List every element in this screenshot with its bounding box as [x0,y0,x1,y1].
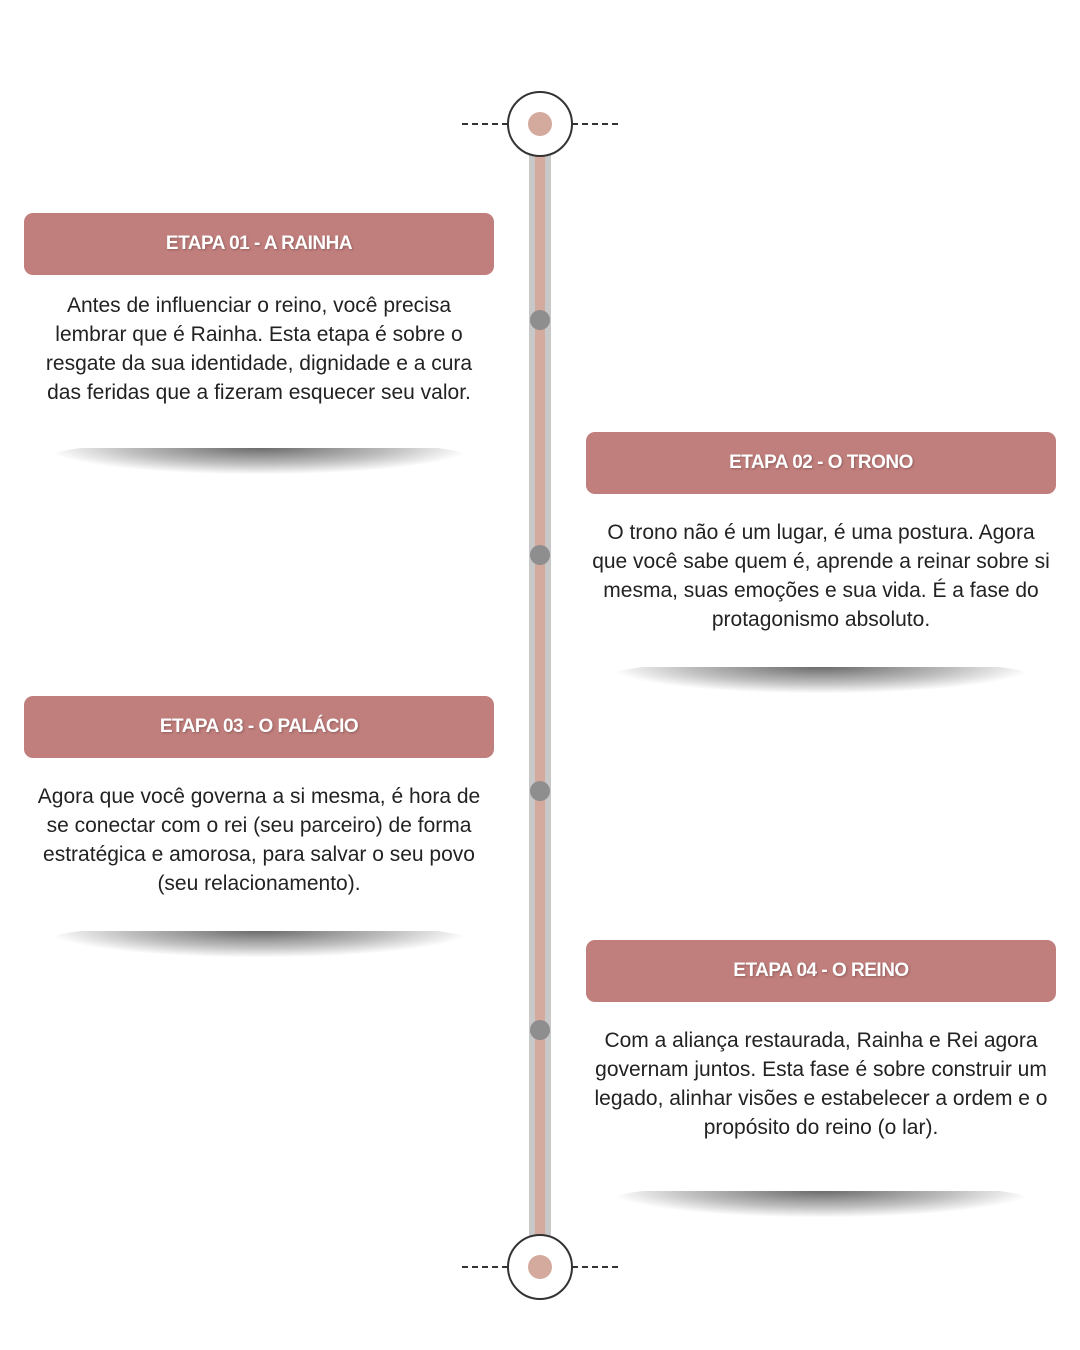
timeline-end-circle [507,1234,573,1300]
step-2-description: O trono não é um lugar, é uma postura. Agora que você sabe quem é, aprende a reinar sobre si mesma, suas emoções e sua vida. É a fase do protagonismo absoluto. [592,521,1050,631]
timeline-node-1 [530,310,550,330]
step-1-title: ETAPA 01 - A RAINHA [24,213,494,275]
step-2-title: ETAPA 02 - O TRONO [586,432,1056,494]
shadow-mask [586,647,1056,667]
timeline-node-3 [530,781,550,801]
shadow-mask [24,911,494,931]
circle-dot [528,112,552,136]
circle-dot [528,1255,552,1279]
timeline-start-circle [507,91,573,157]
step-1-description: Antes de influenciar o reino, você precisa lembrar que é Rainha. Esta etapa é sobre o resgate da sua identidade, dignidade e a cura das feridas que a fizeram esquecer seu valor. [45,294,473,404]
step-3-description: Agora que você governa a si mesma, é hora de se conectar com o rei (seu parceiro) de forma estratégica e amorosa, para salvar o seu povo (seu relacionamento). [37,785,481,895]
step-4-description: Com a aliança restaurada, Rainha e Rei agora governam juntos. Esta fase é sobre construir um legado, alinhar visões e estabelecer a ordem e o propósito do reino (o lar). [594,1029,1048,1139]
timeline-node-4 [530,1020,550,1040]
step-4-title: ETAPA 04 - O REINO [586,940,1056,1002]
shadow-mask [24,428,494,448]
timeline-end-cap [460,1234,620,1300]
step-3-title: ETAPA 03 - O PALÁCIO [24,696,494,758]
timeline-node-2 [530,545,550,565]
timeline-start-cap [460,91,620,157]
shadow-mask [586,1171,1056,1191]
